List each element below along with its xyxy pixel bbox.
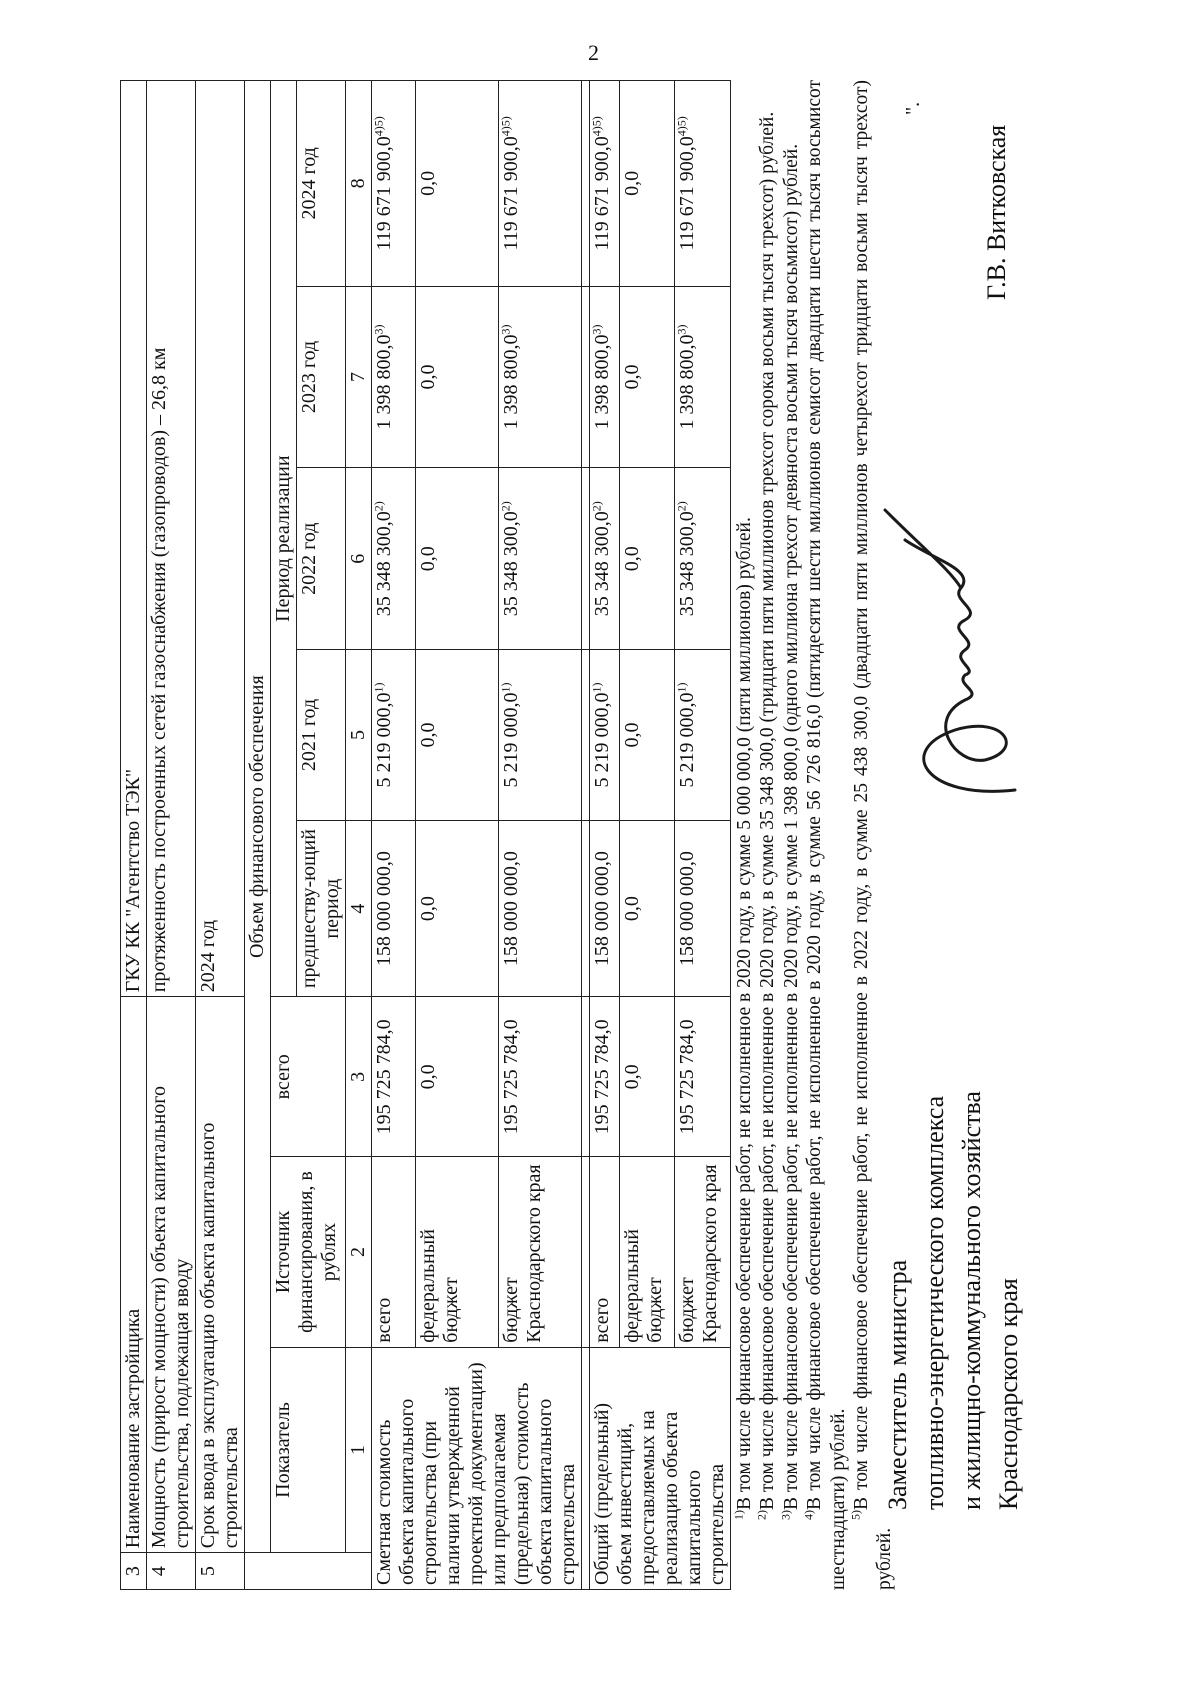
period-title: Период реализации <box>271 81 297 997</box>
value-cell <box>590 286 620 468</box>
position-line: Заместитель министра <box>883 1259 912 1510</box>
source-cell: всего <box>372 1157 416 1347</box>
indicator-cell: Общий (предельный) объем инвестиций, предоставляемых на реализацию объекта капитального строительства <box>590 1347 731 1589</box>
footnote-ref: 4)5) <box>371 116 386 137</box>
value: 119 671 900,0 <box>500 136 522 251</box>
value: 1 398 800,0 <box>591 334 613 430</box>
footnote-mark: 3) <box>778 1510 793 1520</box>
value-cell <box>619 286 675 468</box>
footnote-ref: 4)5) <box>498 116 513 137</box>
value: 0,0 <box>620 170 643 196</box>
value-cell <box>416 650 499 821</box>
value: 0,0 <box>417 722 440 748</box>
header-2024: 2024 год <box>297 81 346 287</box>
finance-rows <box>245 81 731 1590</box>
column-number: 2 <box>346 1157 372 1347</box>
value-cell <box>372 81 416 287</box>
source-cell: бюджет Краснодарского края <box>675 1157 731 1347</box>
indicator-cell: Сметная стоимость объекта капитального строительства (при наличии утвержденной проектной документации) или предполагаемая (предельная) стоимость объекта капитального строительства <box>372 1347 582 1589</box>
column-number: 6 <box>346 468 372 650</box>
value-cell <box>675 81 731 287</box>
value: 5 219 000,0 <box>500 692 522 788</box>
total-cell: 195 725 784,0 <box>590 997 620 1157</box>
value-cell <box>590 650 620 821</box>
footnote-mark: 1) <box>731 1510 746 1520</box>
value-cell <box>416 286 499 468</box>
value-cell <box>499 81 582 287</box>
footnote-ref: 1) <box>674 682 689 693</box>
position-line: Краснодарского края <box>993 1278 1023 1510</box>
footnote-text: В том числе финансовое обеспечение работ, не исполненное в 2020 году, в сумме 56 726 816,0 (пятидесяти шести миллионов семисот двадцати шести тысяч восьмисот шестнадцати) рублей. <box>804 80 849 1590</box>
prev-cell: 0,0 <box>416 820 499 996</box>
source-cell: всего <box>590 1157 620 1347</box>
total-cell: 195 725 784,0 <box>675 997 731 1157</box>
value: 0,0 <box>620 546 643 572</box>
rotated-content <box>120 80 1190 1590</box>
row-number: 3 <box>121 1553 147 1590</box>
column-number: 3 <box>346 997 372 1157</box>
column-number: 4 <box>346 820 372 996</box>
footnote-ref: 1) <box>498 682 513 693</box>
value-cell <box>619 81 675 287</box>
footnote-mark: 2) <box>754 1510 769 1520</box>
value-cell <box>499 468 582 650</box>
source-cell: федеральный бюджет <box>416 1157 499 1347</box>
value: 35 348 300,0 <box>676 511 699 617</box>
footnote-ref: 2) <box>589 501 604 512</box>
footnote-mark: 5) <box>848 1510 863 1520</box>
value-cell <box>675 650 731 821</box>
footnote-text: В том числе финансовое обеспечение работ, не исполненное в 2020 году, в сумме 1 398 800,0 (одного миллиона трехсот девяноста восьми тысяч восьмисот) рублей. <box>780 143 802 1510</box>
header-2021: 2021 год <box>297 650 346 821</box>
closing-quote: ". <box>902 101 924 115</box>
value: 5 219 000,0 <box>676 692 699 788</box>
column-number: 5 <box>346 650 372 821</box>
row-label: Срок ввода в эксплуатацию объекта капитального строительства <box>196 997 245 1553</box>
total-cell: 0,0 <box>619 997 675 1157</box>
source-cell: федеральный бюджет <box>619 1157 675 1347</box>
row-number: 4 <box>147 1553 196 1590</box>
value: 0,0 <box>417 170 440 196</box>
footnote-ref: 3) <box>371 324 386 335</box>
passport-table <box>120 80 731 1590</box>
page-number: 2 <box>588 40 599 65</box>
value-cell <box>675 286 731 468</box>
finance-title: Объем финансового обеспечения <box>245 81 271 1553</box>
value: 35 348 300,0 <box>591 511 613 617</box>
footnote-ref: 3) <box>498 324 513 335</box>
footnote-mark: 4) <box>801 1510 816 1520</box>
footnote <box>803 80 850 1590</box>
header-2023: 2023 год <box>297 286 346 468</box>
info-row <box>196 81 245 1590</box>
column-number: 8 <box>346 81 372 287</box>
finance-row <box>590 81 620 1590</box>
value-cell <box>372 650 416 821</box>
prev-cell: 158 000 000,0 <box>675 820 731 996</box>
info-rows <box>121 81 245 1590</box>
prev-cell: 158 000 000,0 <box>499 820 582 996</box>
value: 119 671 900,0 <box>373 136 395 251</box>
footnote-text: В том числе финансовое обеспечение работ, не исполненное в 2022 году, в сумме 25 438 300,0 (двадцати пяти миллионов четырехсот тридцати восьми тысяч трехсот) рублей. <box>850 80 896 1590</box>
handwritten-signature <box>865 490 1045 810</box>
total-cell: 0,0 <box>416 997 499 1157</box>
value: 0,0 <box>620 364 643 390</box>
header-2022: 2022 год <box>297 468 346 650</box>
footnote-ref: 1) <box>589 682 604 693</box>
footnote-ref: 3) <box>674 324 689 335</box>
footnote <box>780 80 803 1590</box>
source-cell: бюджет Краснодарского края <box>499 1157 582 1347</box>
value: 0,0 <box>620 722 643 748</box>
header-source: Источник финансирования, в рублях <box>271 1157 346 1347</box>
footnote <box>756 80 779 1590</box>
footnote-ref: 2) <box>674 501 689 512</box>
header-prev: предшеству-ющий период <box>297 820 346 996</box>
value: 5 219 000,0 <box>591 692 613 788</box>
footnote-text: В том числе финансовое обеспечение работ, не исполненное в 2020 году, в сумме 35 348 300,0 (тридцати пяти миллионов трехсот сорока восьми тысяч трехсот) рублей. <box>757 111 779 1510</box>
header-total: всего <box>271 997 346 1157</box>
row-value: 2024 год <box>196 81 245 997</box>
row-value: ГКУ КК "Агентство ТЭК" <box>121 81 147 997</box>
value-cell <box>499 286 582 468</box>
value: 119 671 900,0 <box>676 136 699 251</box>
prev-cell: 158 000 000,0 <box>372 820 416 996</box>
footnote-ref: 2) <box>371 501 386 512</box>
value-cell <box>590 468 620 650</box>
header-indicator: Показатель <box>271 1347 346 1553</box>
value-cell <box>416 468 499 650</box>
info-row <box>121 81 147 1590</box>
finance-row <box>372 81 416 1590</box>
row-value: протяженность построенных сетей газоснабжения (газопроводов) – 26,8 км <box>147 81 196 997</box>
value: 5 219 000,0 <box>373 692 395 788</box>
value-cell <box>675 468 731 650</box>
value: 119 671 900,0 <box>591 136 613 251</box>
footnote-ref: 4)5) <box>674 116 689 137</box>
value: 1 398 800,0 <box>373 334 395 430</box>
value: 0,0 <box>417 546 440 572</box>
value: 1 398 800,0 <box>500 334 522 430</box>
value: 35 348 300,0 <box>500 511 522 617</box>
value-cell <box>619 650 675 821</box>
position-line: и жилищно-коммунального хозяйства <box>956 1091 986 1510</box>
value: 0,0 <box>417 364 440 390</box>
value-cell <box>590 81 620 287</box>
total-cell: 195 725 784,0 <box>372 997 416 1157</box>
row-label: Мощность (прирост мощности) объекта капитального строительства, подлежащая вводу <box>147 997 196 1553</box>
column-number: 7 <box>346 286 372 468</box>
value-cell <box>416 81 499 287</box>
signatory-name: Г.В. Витковская <box>982 124 1011 300</box>
row-label: Наименование застройщика <box>121 997 147 1553</box>
value: 35 348 300,0 <box>373 511 395 617</box>
value-cell <box>499 650 582 821</box>
position-line: топливно-энергетического комплекса <box>919 1095 949 1510</box>
footnote-ref: 4)5) <box>589 116 604 137</box>
prev-cell: 0,0 <box>619 820 675 996</box>
total-cell: 195 725 784,0 <box>499 997 582 1157</box>
value-cell <box>372 286 416 468</box>
row-number: 5 <box>196 1553 245 1590</box>
footnote <box>733 80 756 1590</box>
column-number: 1 <box>346 1347 372 1553</box>
footnotes <box>733 80 897 1590</box>
footnote-ref: 3) <box>589 324 604 335</box>
prev-cell: 158 000 000,0 <box>590 820 620 996</box>
footnote-text: В том числе финансовое обеспечение работ, не исполненное в 2020 году, в сумме 5 000 000,0 (пяти миллионов) рублей. <box>734 517 755 1510</box>
footnote-ref: 2) <box>498 501 513 512</box>
value: 1 398 800,0 <box>676 334 699 430</box>
signatory-position <box>880 1091 1028 1510</box>
value-cell <box>372 468 416 650</box>
footnote-ref: 1) <box>371 682 386 693</box>
value-cell <box>619 468 675 650</box>
info-row <box>147 81 196 1590</box>
